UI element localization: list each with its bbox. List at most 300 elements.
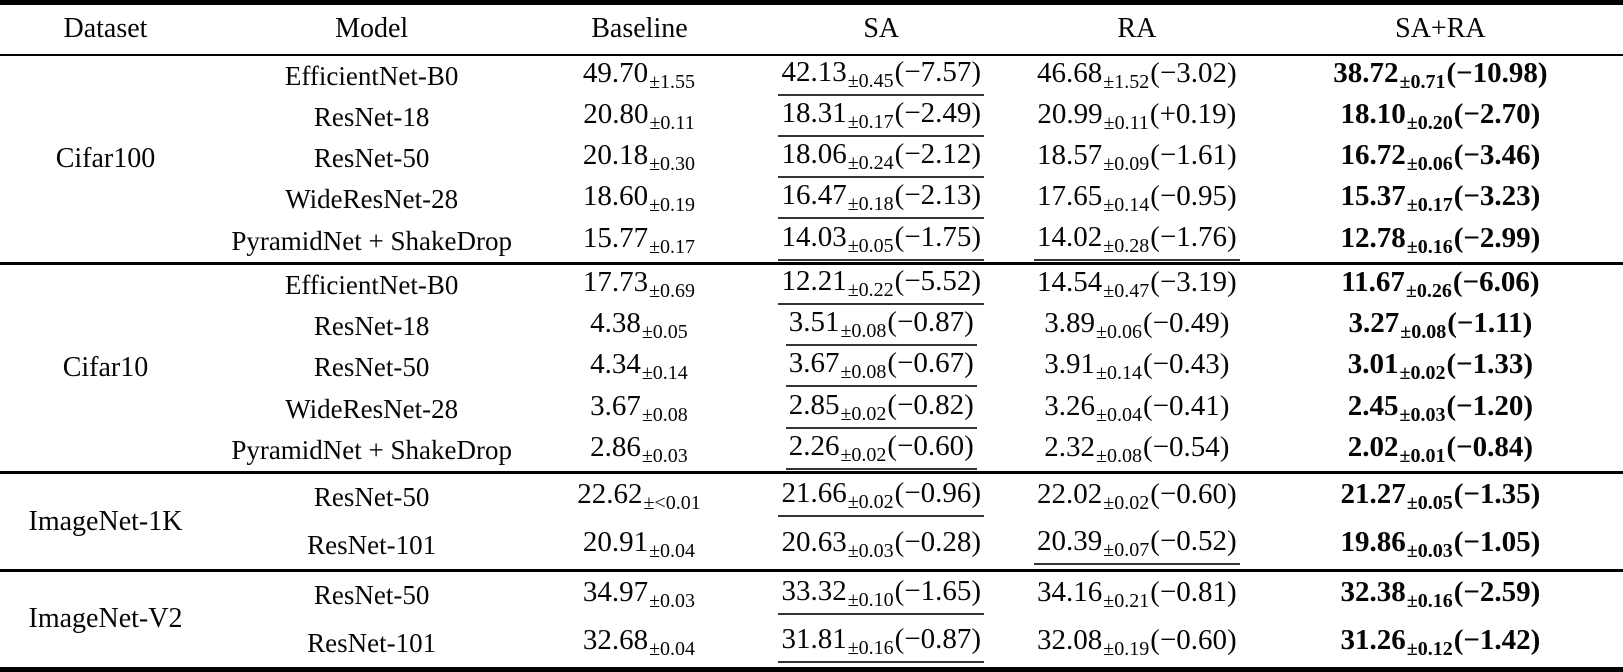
metric-delta: (−0.67) [887,347,974,380]
metric-std: ±0.16 [1406,235,1453,258]
dataset-cell: Cifar100 [55,142,156,174]
metric-std: ±0.17 [1406,194,1453,217]
baseline-cell [532,179,746,220]
metric-value: 34.97 [582,576,649,609]
metric-std: ±0.06 [1406,153,1453,176]
metric-std: ±0.02 [1399,362,1446,385]
metric-group [574,479,705,516]
sa-ra-cell [1258,138,1623,179]
metric-value: 18.57 [1037,139,1103,172]
sa-cell [747,389,1016,430]
metric-std: ±0.08 [840,361,887,384]
baseline-cell [532,263,746,306]
model-cell: ResNet-18 [313,311,430,342]
metric-std: ±0.20 [1406,111,1453,134]
metric-group [1337,223,1543,260]
column-header-sa-ra: SA+RA [1395,13,1486,45]
metric-group [1338,267,1542,304]
metric-delta: (−2.70) [1453,97,1541,130]
metric-delta: (−3.23) [1453,180,1541,213]
metric-delta: (−1.33) [1446,348,1534,381]
model-cell: EfficientNet-B0 [284,269,459,300]
metric-std: ±0.14 [1103,194,1150,217]
metric-delta: (−1.11) [1447,307,1533,340]
metric-group [778,624,984,663]
metric-group [1034,222,1240,261]
sa-ra-cell [1258,473,1623,522]
metric-group [1330,58,1550,95]
metric-group [1337,577,1543,614]
metric-group [778,57,984,96]
metric-delta: (−0.81) [1150,576,1237,609]
metric-std: ±0.05 [641,321,688,344]
metric-value: 2.02 [1347,430,1399,463]
metric-value: 20.63 [781,525,847,558]
ra-cell [1016,97,1258,138]
metric-std: ±0.19 [649,194,696,217]
metric-delta: (−1.61) [1150,139,1237,172]
metric-std: ±0.08 [1400,321,1447,344]
metric-delta: (−5.52) [894,264,982,297]
metric-std: ±0.45 [847,69,894,92]
metric-delta: (−0.87) [894,622,982,655]
sa-cell [747,179,1016,220]
metric-std: ±0.08 [840,320,887,343]
ra-cell [1016,522,1258,571]
dataset-group [0,263,1623,472]
metric-value: 18.31 [781,96,847,129]
sa-ra-cell [1258,55,1623,97]
metric-value: 31.81 [781,622,847,655]
metric-delta: (−3.46) [1453,139,1541,172]
metric-group [778,478,984,517]
metric-value: 11.67 [1341,265,1405,298]
sa-ra-cell [1258,179,1623,220]
model-cell: WideResNet-28 [285,393,459,424]
column-header-model: Model [335,13,409,45]
metric-std: ±0.12 [1406,637,1453,660]
metric-std: ±0.11 [1103,111,1149,134]
metric-std: ±1.55 [649,70,696,93]
metric-delta: (−6.06) [1452,265,1540,298]
metric-value: 3.67 [590,389,641,422]
metric-value: 46.68 [1037,56,1103,89]
metric-std: ±0.04 [649,637,696,660]
metric-group [778,139,984,178]
metric-value: 32.68 [582,623,649,656]
metric-std: ±0.08 [641,403,688,426]
metric-delta: (−1.20) [1446,389,1534,422]
metric-group [1034,140,1240,177]
metric-group [580,267,699,304]
metric-value: 4.34 [590,348,641,381]
table-row [0,522,1623,571]
dataset-cell: ImageNet-1K [28,505,183,537]
metric-group [1337,181,1543,218]
metric-group [1345,349,1536,386]
ra-cell [1016,138,1258,179]
metric-std: ±0.03 [1399,403,1446,426]
metric-std: ±0.24 [847,152,894,175]
sa-cell [747,55,1016,97]
metric-group [778,180,984,219]
metric-group [1034,577,1240,614]
metric-delta: (−0.82) [887,388,974,421]
metric-group [580,577,699,614]
model-cell: WideResNet-28 [285,184,459,215]
metric-delta: (−0.43) [1143,348,1230,381]
metric-value: 32.38 [1340,576,1406,609]
metric-std: ±0.02 [840,443,887,466]
metric-std: ±0.05 [1406,492,1453,515]
metric-group [580,181,699,218]
baseline-cell [532,55,746,97]
metric-group [1041,432,1232,469]
metric-value: 2.32 [1044,430,1096,463]
dataset-group [0,473,1623,571]
metric-delta: (−0.87) [887,306,974,339]
table-row [0,138,1623,179]
baseline-cell [532,522,746,571]
metric-std: ±0.14 [1096,362,1143,385]
metric-group [580,625,699,662]
metric-delta: (−0.60) [1150,478,1237,511]
metric-group [580,99,698,136]
metric-value: 22.02 [1037,478,1103,511]
dataset-group [0,55,1623,264]
metric-group [1034,181,1240,218]
metric-std: ±0.02 [1103,492,1150,515]
metric-group [1034,267,1240,304]
metric-std: ±0.06 [1096,321,1143,344]
ra-cell [1016,473,1258,522]
metric-group [786,307,977,346]
table-row [0,220,1623,263]
metric-std: ±0.02 [840,402,887,425]
model-cell: ResNet-101 [307,529,437,560]
metric-std: ±1.52 [1103,70,1150,93]
metric-std: ±0.16 [847,636,894,659]
model-cell: PyramidNet + ShakeDrop [231,225,512,256]
metric-value: 12.78 [1340,221,1406,254]
sa-ra-cell [1258,263,1623,306]
sa-ra-cell [1258,347,1623,388]
metric-group [778,576,984,615]
ra-cell [1016,570,1258,619]
metric-delta: (−0.96) [894,477,982,510]
metric-group [1034,99,1239,136]
metric-value: 18.60 [582,180,649,213]
metric-value: 33.32 [781,575,847,608]
metric-std: ±0.21 [1103,590,1150,613]
metric-group [587,349,692,386]
baseline-cell [532,389,746,430]
metric-group [778,266,984,305]
metric-group [580,140,699,177]
metric-delta: (−2.12) [894,138,982,171]
metric-group [778,222,984,261]
dataset-cell: Cifar10 [62,351,149,383]
metric-group [786,431,977,470]
metric-std: ±0.19 [1103,637,1150,660]
sa-ra-cell [1258,570,1623,619]
metric-delta: (+0.19) [1149,97,1237,130]
metric-delta: (−0.60) [887,429,974,462]
metric-std: ±0.03 [847,539,894,562]
sa-cell [747,138,1016,179]
metric-group [1337,140,1543,177]
metric-delta: (−0.84) [1446,430,1534,463]
metric-group [1034,58,1240,95]
table-row [0,347,1623,388]
metric-value: 34.16 [1037,576,1103,609]
metric-std: ±0.30 [649,153,696,176]
metric-value: 14.03 [781,220,847,253]
metric-value: 38.72 [1333,56,1399,89]
model-cell: EfficientNet-B0 [284,60,459,91]
metric-std: ±0.03 [1406,539,1453,562]
metric-value: 2.85 [788,388,840,421]
ra-cell [1016,55,1258,97]
metric-group [587,432,692,469]
model-cell: ResNet-50 [313,580,430,611]
metric-value: 21.27 [1340,478,1406,511]
metric-std: ±0.03 [641,444,688,467]
metric-group [1345,391,1536,428]
baseline-cell [532,570,746,619]
metric-value: 20.91 [582,525,649,558]
metric-value: 16.72 [1340,139,1406,172]
header-row [0,3,1623,55]
sa-cell [747,220,1016,263]
model-cell: ResNet-50 [313,143,430,174]
metric-std: ±0.09 [1103,153,1150,176]
metric-delta: (−0.41) [1143,389,1230,422]
ra-cell [1016,263,1258,306]
metric-std: ±<0.01 [643,492,701,515]
table-row [0,389,1623,430]
dataset-group [0,570,1623,669]
metric-group [778,527,984,564]
metric-group [1041,391,1232,428]
metric-group [580,58,699,95]
metric-delta: (−0.60) [1150,623,1237,656]
metric-value: 19.86 [1340,525,1406,558]
ra-cell [1016,179,1258,220]
metric-delta: (−3.19) [1150,265,1237,298]
table-row [0,473,1623,522]
metric-group [786,348,977,387]
metric-group [1345,432,1536,469]
metric-value: 42.13 [781,55,847,88]
metric-delta: (−1.05) [1453,525,1541,558]
baseline-cell [532,619,746,669]
metric-delta: (−3.02) [1150,56,1237,89]
metric-value: 14.02 [1037,220,1103,253]
metric-value: 14.54 [1037,265,1103,298]
metric-delta: (−1.75) [894,220,982,253]
metric-std: ±0.01 [1399,444,1446,467]
metric-value: 15.37 [1340,180,1406,213]
metric-std: ±0.17 [847,110,894,133]
baseline-cell [532,97,746,138]
metric-value: 2.86 [590,430,641,463]
metric-value: 2.26 [788,429,840,462]
sa-cell [747,473,1016,522]
metric-std: ±0.18 [847,193,894,216]
sa-cell [747,347,1016,388]
metric-std: ±0.05 [847,234,894,257]
sa-cell [747,522,1016,571]
metric-value: 3.67 [788,347,840,380]
ra-cell [1016,347,1258,388]
sa-cell [747,430,1016,473]
table-row [0,619,1623,669]
metric-value: 32.08 [1037,623,1103,656]
metric-group [1337,625,1543,662]
metric-std: ±0.26 [1405,279,1452,302]
metric-value: 17.65 [1037,180,1103,213]
baseline-cell [532,347,746,388]
metric-value: 31.26 [1340,623,1406,656]
metric-value: 3.51 [788,306,840,339]
metric-std: ±0.47 [1103,279,1150,302]
metric-group [1034,479,1240,516]
metric-delta: (−0.95) [1150,180,1237,213]
column-header-dataset: Dataset [63,13,148,45]
metric-group [1034,526,1240,565]
metric-delta: (−7.57) [894,55,982,88]
metric-std: ±0.16 [1406,590,1453,613]
metric-group [580,527,699,564]
baseline-cell [532,430,746,473]
metric-std: ±0.69 [649,279,696,302]
model-cell: ResNet-50 [313,352,430,383]
metric-delta: (−0.28) [894,525,982,558]
metric-std: ±0.04 [1096,403,1143,426]
sa-ra-cell [1258,97,1623,138]
sa-ra-cell [1258,430,1623,473]
sa-ra-cell [1258,522,1623,571]
metric-value: 3.26 [1044,389,1096,422]
sa-cell [747,97,1016,138]
ra-cell [1016,619,1258,669]
metric-delta: (−1.76) [1150,220,1237,253]
metric-group [1034,625,1240,662]
baseline-cell [532,306,746,347]
metric-delta: (−2.49) [894,96,982,129]
metric-group [1337,527,1543,564]
metric-value: 49.70 [582,56,649,89]
metric-group [580,223,699,260]
sa-cell [747,306,1016,347]
metric-std: ±0.17 [649,235,696,258]
sa-ra-cell [1258,306,1623,347]
metric-std: ±0.22 [847,278,894,301]
ra-cell [1016,220,1258,263]
metric-group [1041,349,1232,386]
metric-value: 20.18 [582,139,649,172]
metric-std: ±0.02 [847,491,894,514]
metric-group [786,390,977,429]
metric-group [587,391,692,428]
column-header-baseline: Baseline [591,13,688,45]
column-header-sa: SA [863,13,900,45]
column-header-ra: RA [1117,13,1157,45]
metric-value: 22.62 [577,478,643,511]
metric-delta: (−1.35) [1453,478,1541,511]
metric-group [587,308,692,345]
model-cell: PyramidNet + ShakeDrop [231,434,512,465]
metric-std: ±0.11 [649,111,695,134]
metric-value: 17.73 [582,265,649,298]
metric-delta: (−0.52) [1150,524,1237,557]
metric-value: 3.91 [1044,348,1096,381]
sa-cell [747,263,1016,306]
metric-delta: (−2.13) [894,179,982,212]
metric-std: ±0.03 [649,590,696,613]
table-row [0,306,1623,347]
table-row [0,263,1623,306]
model-cell: ResNet-50 [313,482,430,513]
model-cell: ResNet-18 [313,101,430,132]
metric-group [1041,308,1232,345]
table-header [0,3,1623,55]
metric-value: 3.01 [1347,348,1399,381]
metric-std: ±0.28 [1103,234,1150,257]
table-row [0,55,1623,97]
metric-std: ±0.14 [641,362,688,385]
sa-cell [747,570,1016,619]
sa-cell [747,619,1016,669]
metric-value: 20.99 [1037,97,1103,130]
metric-group [1337,479,1543,516]
metric-value: 18.10 [1340,97,1406,130]
metric-value: 3.27 [1348,307,1400,340]
metric-std: ±0.07 [1103,538,1150,561]
metric-value: 20.39 [1037,524,1103,557]
metric-value: 2.45 [1347,389,1399,422]
sa-ra-cell [1258,619,1623,669]
metric-group [1346,308,1536,345]
model-cell: ResNet-101 [307,627,437,658]
table-row [0,97,1623,138]
dataset-cell: ImageNet-V2 [28,603,183,635]
ra-cell [1016,389,1258,430]
metric-group [778,98,984,137]
table-row [0,179,1623,220]
baseline-cell [532,473,746,522]
ra-cell [1016,306,1258,347]
metric-value: 16.47 [781,179,847,212]
ra-cell [1016,430,1258,473]
sa-ra-cell [1258,389,1623,430]
metric-std: ±0.08 [1096,444,1143,467]
metric-delta: (−0.54) [1143,430,1230,463]
metric-std: ±0.10 [847,589,894,612]
baseline-cell [532,138,746,179]
metric-delta: (−2.59) [1453,576,1541,609]
metric-std: ±0.71 [1399,70,1446,93]
table-row [0,570,1623,619]
metric-delta: (−0.49) [1143,307,1230,340]
metric-value: 20.80 [583,97,649,130]
metric-delta: (−1.65) [894,575,982,608]
baseline-cell [532,220,746,263]
metric-value: 3.89 [1044,307,1096,340]
metric-value: 4.38 [590,307,641,340]
metric-delta: (−10.98) [1446,56,1548,89]
